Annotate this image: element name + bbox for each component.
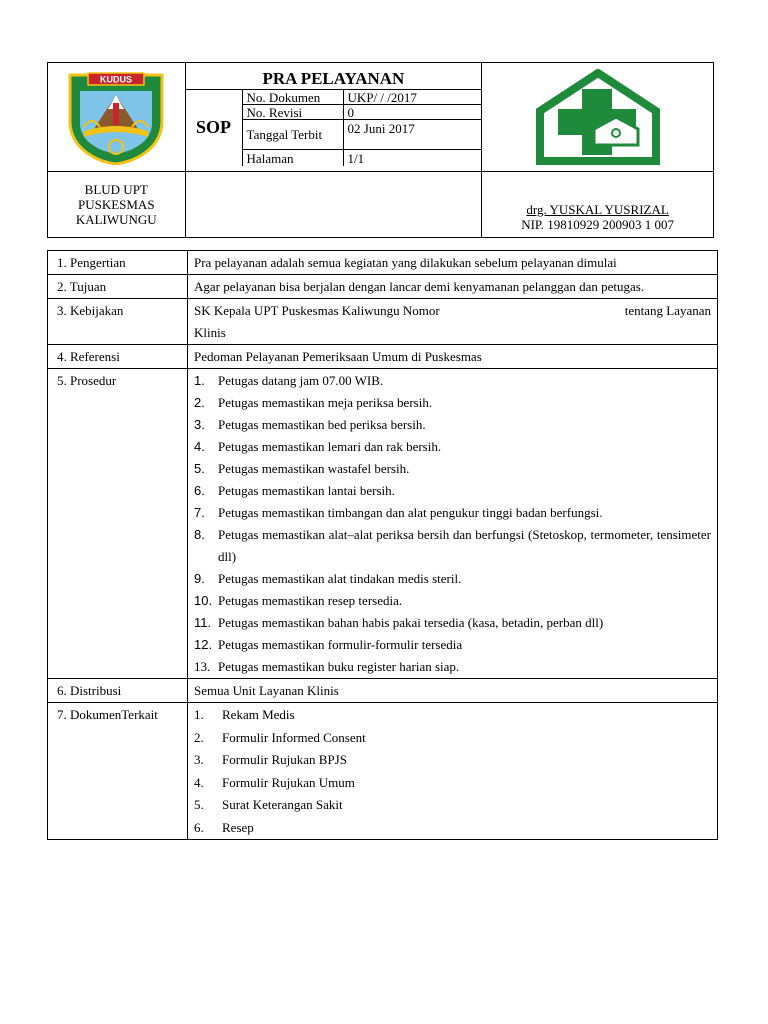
list-item-number: 13.: [194, 659, 211, 674]
section-content: Semua Unit Layanan Klinis: [188, 679, 718, 703]
org-line: KALIWUNGU: [75, 212, 157, 227]
list-item-number: 2.: [194, 395, 205, 410]
meta-label: Tanggal Terbit: [243, 120, 344, 150]
meta-table: [243, 90, 482, 166]
list-item: [194, 749, 711, 772]
list-item-number: 11.: [194, 615, 212, 630]
section-label: 1. Pengertian: [48, 251, 188, 275]
list-item: [194, 727, 711, 750]
list-item-number: 10.: [194, 593, 213, 608]
sop-body-table: [47, 250, 718, 840]
list-item: [194, 634, 711, 656]
title-cell: [185, 63, 482, 172]
table-row: [48, 679, 718, 703]
list-item: [194, 414, 711, 436]
list-item: [194, 436, 711, 458]
header-table: [47, 62, 714, 238]
kebijakan-text: SK Kepala UPT Puskesmas Kaliwungu Nomor: [194, 303, 440, 318]
section-content: Pedoman Pelayanan Pemeriksaan Umum di Puskesmas: [188, 345, 718, 369]
document-title: PRA PELAYANAN: [186, 68, 482, 89]
list-item: [194, 568, 711, 590]
list-item: [194, 704, 711, 727]
list-item-number: 7.: [194, 505, 205, 520]
meta-label: No. Revisi: [243, 105, 344, 120]
section-label: 2. Tujuan: [48, 275, 188, 299]
section-content: [188, 703, 718, 840]
section-content: [188, 299, 718, 345]
list-item-text: Formulir Rujukan Umum: [222, 774, 355, 790]
list-item: [194, 370, 711, 392]
kudus-crest-icon: [64, 69, 168, 165]
meta-value-dokumen: UKP/ / /2017: [343, 90, 481, 105]
signer-nip: NIP. 19810929 200903 1 007: [521, 217, 674, 232]
list-item-number: 4.: [194, 439, 205, 454]
list-item-number: 5.: [194, 797, 204, 812]
list-item: [194, 524, 711, 568]
section-label: 5. Prosedur: [48, 369, 188, 679]
logo-right-cell: [482, 63, 714, 172]
list-item-number: 6.: [194, 819, 204, 835]
list-item-number: 3.: [194, 752, 204, 767]
list-item-text: Petugas memastikan meja periksa bersih.: [218, 395, 433, 410]
list-item: [194, 794, 711, 817]
list-item-number: 12.: [194, 637, 213, 652]
list-item-text: Petugas memastikan formulir-formulir tersedia: [218, 637, 463, 652]
signer-name: drg. YUSKAL YUSRIZAL: [526, 202, 669, 217]
sop-label: SOP: [186, 89, 243, 166]
procedure-list: [194, 370, 711, 678]
list-item-text: Petugas memastikan buku register harian siap.: [218, 659, 460, 674]
list-item: [194, 590, 711, 612]
list-item: [194, 656, 711, 678]
section-content: Pra pelayanan adalah semua kegiatan yang dilakukan sebelum pelayanan dimulai: [188, 251, 718, 275]
section-label: 6. Distribusi: [48, 679, 188, 703]
org-line: BLUD UPT: [84, 182, 148, 197]
list-item: [194, 502, 711, 524]
list-item-number: 4.: [194, 774, 204, 790]
list-item-text: Petugas memastikan alat–alat periksa bersih dan berfungsi (Stetoskop, termometer, tensimeter dll): [218, 527, 711, 564]
list-item: [194, 480, 711, 502]
list-item-text: Petugas memastikan timbangan dan alat pengukur tinggi badan berfungsi.: [218, 505, 603, 520]
list-item-text: Petugas memastikan resep tersedia.: [218, 593, 403, 608]
list-item: [194, 772, 711, 795]
section-content: [188, 369, 718, 679]
blank-cell: [185, 172, 482, 238]
table-row: [48, 251, 718, 275]
list-item-number: 5.: [194, 461, 205, 476]
list-item: [194, 458, 711, 480]
list-item-text: Petugas memastikan bed periksa bersih.: [218, 417, 426, 432]
svg-text:KUDUS: KUDUS: [100, 74, 133, 85]
table-row: [48, 275, 718, 299]
table-row: [48, 369, 718, 679]
kebijakan-text: Klinis: [194, 325, 226, 340]
signature-cell: [482, 172, 714, 238]
list-item-number: 2.: [194, 729, 204, 745]
table-row: [48, 299, 718, 345]
list-item-number: 1.: [194, 373, 205, 388]
list-item-text: Rekam Medis: [222, 707, 295, 722]
list-item-text: Resep: [222, 819, 254, 835]
table-row: [48, 703, 718, 840]
section-label: 3. Kebijakan: [48, 299, 188, 345]
table-row: [48, 345, 718, 369]
list-item-number: 3.: [194, 417, 205, 432]
list-item: [194, 392, 711, 414]
meta-label: No. Dokumen: [243, 90, 344, 105]
related-documents-list: [194, 704, 711, 839]
section-label: 4. Referensi: [48, 345, 188, 369]
list-item-text: Surat Keterangan Sakit: [222, 797, 343, 812]
list-item-text: Petugas memastikan alat tindakan medis steril.: [218, 571, 462, 586]
org-line: PUSKESMAS: [77, 197, 155, 212]
list-item-number: 8.: [194, 527, 205, 542]
list-item-number: 9.: [194, 571, 205, 586]
list-item: [194, 817, 711, 840]
section-label: 7. DokumenTerkait: [48, 703, 188, 840]
section-content: Agar pelayanan bisa berjalan dengan lancar demi kenyamanan pelanggan dan petugas.: [188, 275, 718, 299]
puskesmas-logo-icon: [528, 69, 668, 165]
meta-label: Halaman: [243, 150, 344, 166]
list-item-text: Petugas datang jam 07.00 WIB.: [218, 373, 384, 388]
list-item-text: Formulir Informed Consent: [222, 729, 366, 745]
logo-left-cell: [48, 63, 186, 172]
organization-cell: [48, 172, 186, 238]
meta-value-tanggal: 02 Juni 2017: [343, 120, 481, 150]
meta-value-halaman: 1/1: [343, 150, 481, 166]
list-item-number: 6.: [194, 483, 205, 498]
list-item-text: Petugas memastikan lantai bersih.: [218, 483, 395, 498]
meta-value-revisi: 0: [343, 105, 481, 120]
kebijakan-text: tentang Layanan: [624, 303, 711, 318]
list-item-text: Petugas memastikan wastafel bersih.: [218, 461, 410, 476]
list-item-text: Formulir Rujukan BPJS: [222, 752, 347, 767]
list-item-number: 1.: [194, 707, 204, 722]
list-item-text: Petugas memastikan bahan habis pakai tersedia (kasa, betadin, perban dll): [218, 615, 604, 630]
list-item: [194, 612, 711, 634]
list-item-text: Petugas memastikan lemari dan rak bersih.: [218, 439, 442, 454]
